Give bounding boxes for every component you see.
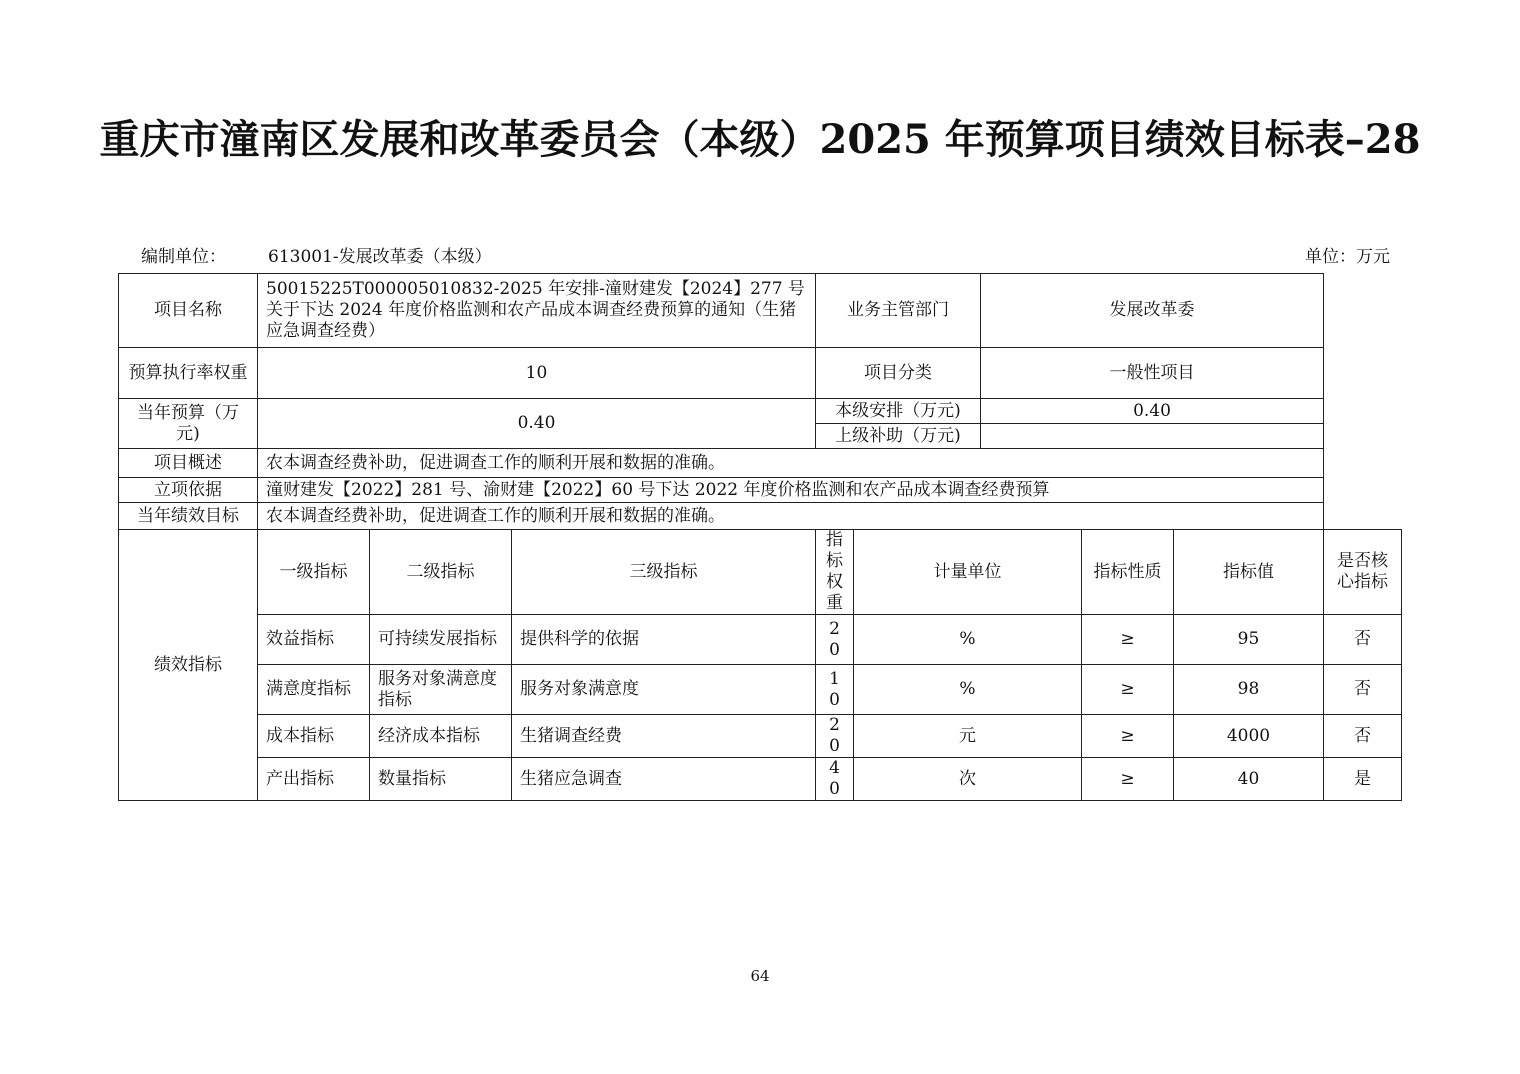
upper-value	[981, 424, 1324, 449]
nature-cell: ≥	[1082, 715, 1174, 758]
nature-cell: ≥	[1082, 758, 1174, 801]
goal-row	[119, 503, 1402, 530]
overview-value: 农本调查经费补助，促进调查工作的顺利开展和数据的准确。	[258, 449, 1324, 478]
core-cell: 是	[1324, 758, 1402, 801]
indicator-header-row	[119, 530, 1402, 615]
level3-cell: 服务对象满意度	[512, 665, 816, 715]
unit-cell: 元	[854, 715, 1082, 758]
dept-value: 发展改革委	[981, 274, 1324, 348]
header-level1: 一级指标	[258, 530, 370, 615]
basis-label: 立项依据	[119, 478, 258, 503]
page-title: 重庆市潼南区发展和改革委员会（本级）2025 年预算项目绩效目标表–28	[99, 116, 1421, 163]
goal-label: 当年绩效目标	[119, 503, 258, 530]
header-unit: 计量单位	[854, 530, 1082, 615]
level2-cell: 数量指标	[370, 758, 512, 801]
org-label: 编制单位：	[141, 247, 226, 267]
unit-cell: 次	[854, 758, 1082, 801]
value-cell: 98	[1174, 665, 1324, 715]
header-core: 是否核心指标	[1324, 530, 1402, 615]
basis-value: 潼财建发【2022】281 号、渝财建【2022】60 号下达 2022 年度价格监测和农产品成本调查经费预算	[258, 478, 1324, 503]
weight-value: 10	[258, 348, 816, 399]
project-name-row	[119, 274, 1402, 348]
table-row	[119, 665, 1402, 715]
level1-cell: 效益指标	[258, 615, 370, 665]
project-name-value: 50015225T000005010832-2025 年安排-潼财建发【2024】277 号关于下达 2024 年度价格监测和农产品成本调查经费预算的通知（生猪应急调查经费）	[258, 274, 816, 348]
weight-cell: 10	[816, 665, 854, 715]
header-nature: 指标性质	[1082, 530, 1174, 615]
project-name-label: 项目名称	[119, 274, 258, 348]
level1-cell: 成本指标	[258, 715, 370, 758]
dept-label: 业务主管部门	[816, 274, 981, 348]
weight-row	[119, 348, 1402, 399]
budget-value: 0.40	[258, 399, 816, 449]
category-value: 一般性项目	[981, 348, 1324, 399]
weight-label: 预算执行率权重	[119, 348, 258, 399]
core-cell: 否	[1324, 665, 1402, 715]
upper-label: 上级补助（万元)	[816, 424, 981, 449]
header-level2: 二级指标	[370, 530, 512, 615]
nature-cell: ≥	[1082, 665, 1174, 715]
value-cell: 40	[1174, 758, 1324, 801]
header-weight: 指标权重	[816, 530, 854, 615]
unit-cell: %	[854, 615, 1082, 665]
indicators-section-label: 绩效指标	[119, 530, 258, 801]
level1-cell: 产出指标	[258, 758, 370, 801]
goal-value: 农本调查经费补助，促进调查工作的顺利开展和数据的准确。	[258, 503, 1324, 530]
level1-cell: 满意度指标	[258, 665, 370, 715]
performance-table	[118, 273, 1402, 801]
weight-cell: 20	[816, 615, 854, 665]
table-row	[119, 615, 1402, 665]
level2-cell: 可持续发展指标	[370, 615, 512, 665]
budget-row	[119, 399, 1402, 424]
core-cell: 否	[1324, 615, 1402, 665]
header-level3: 三级指标	[512, 530, 816, 615]
budget-label: 当年预算（万元)	[119, 399, 258, 449]
level3-cell: 生猪应急调查	[512, 758, 816, 801]
value-cell: 4000	[1174, 715, 1324, 758]
value-cell: 95	[1174, 615, 1324, 665]
org-value: 613001-发展改革委（本级）	[268, 247, 492, 267]
weight-cell: 20	[816, 715, 854, 758]
level3-cell: 提供科学的依据	[512, 615, 816, 665]
category-label: 项目分类	[816, 348, 981, 399]
table-row	[119, 715, 1402, 758]
core-cell: 否	[1324, 715, 1402, 758]
basis-row	[119, 478, 1402, 503]
level2-cell: 经济成本指标	[370, 715, 512, 758]
page-number: 64	[750, 967, 770, 985]
overview-label: 项目概述	[119, 449, 258, 478]
local-label: 本级安排（万元)	[816, 399, 981, 424]
nature-cell: ≥	[1082, 615, 1174, 665]
overview-row	[119, 449, 1402, 478]
weight-cell: 40	[816, 758, 854, 801]
header-value: 指标值	[1174, 530, 1324, 615]
level3-cell: 生猪调查经费	[512, 715, 816, 758]
level2-cell: 服务对象满意度指标	[370, 665, 512, 715]
table-row	[119, 758, 1402, 801]
unit-label: 单位：万元	[1305, 247, 1390, 267]
local-value: 0.40	[981, 399, 1324, 424]
unit-cell: %	[854, 665, 1082, 715]
